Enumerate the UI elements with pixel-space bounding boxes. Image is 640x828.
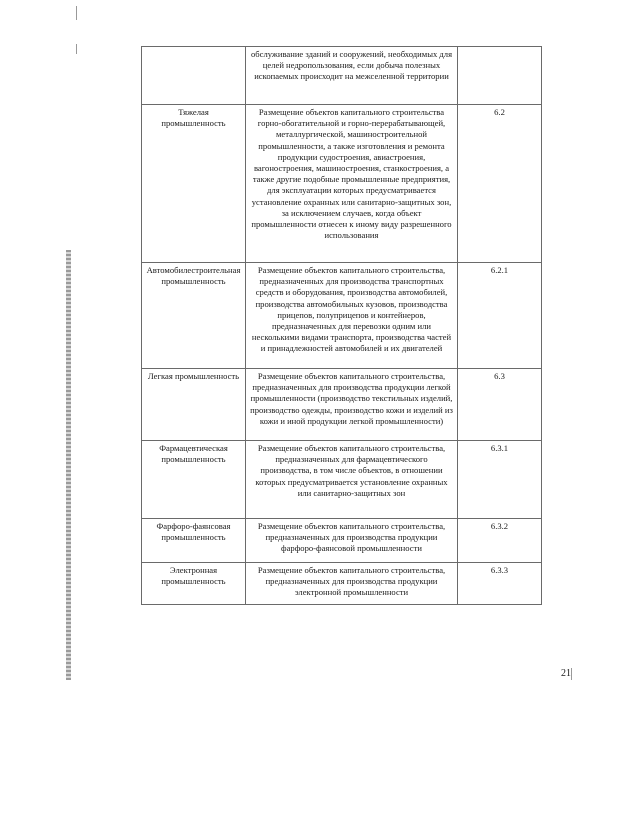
table-row: [142, 563, 542, 605]
table-row: [142, 441, 542, 519]
use-type-name: Фарфоро-фаянсовая промышленность: [142, 519, 246, 563]
scan-artifact-mark: [76, 44, 77, 54]
use-type-description: Размещение объектов капитального строительства, предназначенных для производства продукции электронной промышленности: [246, 563, 458, 605]
use-type-description: Размещение объектов капитального строительства, предназначенных для производства продукции фарфоро-фаянсовой промышленности: [246, 519, 458, 563]
use-type-name: Легкая промышленность: [142, 369, 246, 441]
use-type-description: Размещение объектов капитального строительства, предназначенных для производства продукции легкой промышленности (производство текстильных изделий, производство одежды, производство кожи и изделий из кожи и иной продукции легкой промышленности): [246, 369, 458, 441]
use-type-name: Автомобилестроительная промышленность: [142, 263, 246, 369]
table-row: [142, 519, 542, 563]
use-type-code: 6.3.3: [458, 563, 542, 605]
use-type-code: [458, 47, 542, 105]
page-number: 21: [561, 668, 571, 679]
use-type-code: 6.2: [458, 105, 542, 263]
use-type-code: 6.3.2: [458, 519, 542, 563]
use-type-code: 6.3.1: [458, 441, 542, 519]
table-row: [142, 105, 542, 263]
scan-artifact-mark: [571, 668, 572, 680]
use-type-code: 6.2.1: [458, 263, 542, 369]
table-row: [142, 369, 542, 441]
use-type-description: Размещение объектов капитального строительства, предназначенных для производства транспортных средств и оборудования, производства автомобилей, производства автомобильных кузовов, производства прицепов, полуприцепов и контейнеров, предназначенных для перевозки одним или несколькими видами транспорта, производства частей и принадлежностей автомобилей и их двигателей: [246, 263, 458, 369]
use-type-code: 6.3: [458, 369, 542, 441]
table-row: [142, 47, 542, 105]
use-type-name: [142, 47, 246, 105]
land-use-table: [141, 46, 542, 605]
use-type-description: обслуживание зданий и сооружений, необходимых для целей недропользования, если добыча полезных ископаемых происходит на межселенной территории: [246, 47, 458, 105]
scan-artifact-mark: [76, 6, 77, 20]
use-type-description: Размещение объектов капитального строительства горно-обогатительной и горно-перерабатывающей, металлургической, машиностроительной промышленности, а также изготовления и ремонта продукции судостроения, авиастроения, вагоностроения, машиностроения, станкостроения, а также другие подобные промышленные предприятия, для эксплуатации которых предусматривается установление охранных или санитарно-защитных зон, за исключением случаев, когда объект промышленности отнесен к иному виду разрешенного использования: [246, 105, 458, 263]
use-type-name: Фармацевтическая промышленность: [142, 441, 246, 519]
use-type-description: Размещение объектов капитального строительства, предназначенных для фармацевтического производства, в том числе объектов, в отношении которых предусматривается установление охранных или санитарно-защитных зон: [246, 441, 458, 519]
scan-artifact-strip: [66, 250, 71, 680]
table-row: [142, 263, 542, 369]
use-type-name: Тяжелая промышленность: [142, 105, 246, 263]
use-type-name: Электронная промышленность: [142, 563, 246, 605]
